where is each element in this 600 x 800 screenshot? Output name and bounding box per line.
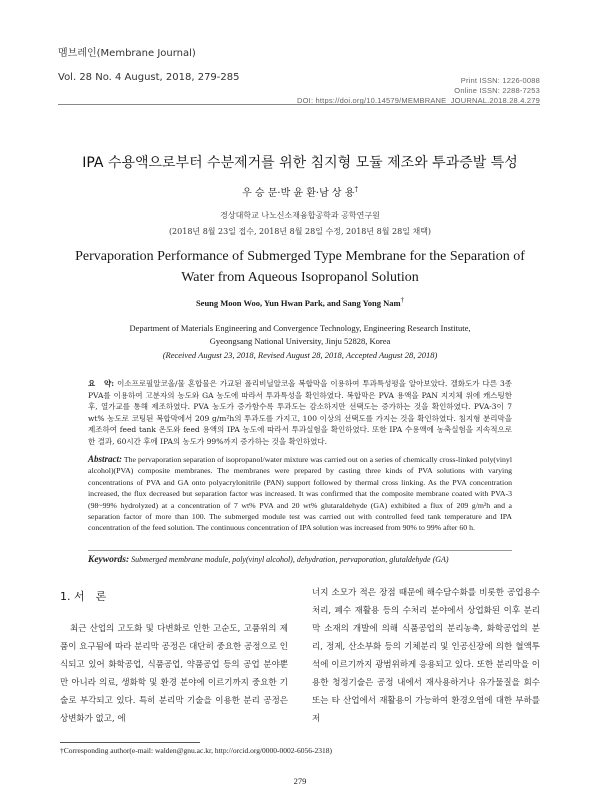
english-affiliation-line1: Department of Materials Engineering and Convergence Technology, Engineering Research Institute, [129,323,471,333]
body-column-right [312,584,540,728]
english-affiliation-line2: Gyeongsang National University, Jinju 52828, Korea [209,336,391,346]
english-title-line2: Water from Aqueous Isopropanol Solution [181,270,419,285]
english-authors [0,296,600,308]
journal-volume-line: Vol. 28 No. 4 August, 2018, 279-285 [58,72,240,83]
journal-name: 멤브레인(Membrane Journal) [58,48,196,59]
english-abstract-label: Abstract: [88,454,123,464]
english-title-line1: Pervaporation Performance of Submerged Type Membrane for the Separation of [75,249,525,264]
corresponding-mark: † [354,185,358,194]
korean-abstract [88,378,512,447]
english-title [60,246,540,288]
keywords-label: Keywords: [88,555,130,565]
korean-title: IPA 수용액으로부터 수분제거를 위한 침지형 모듈 제조와 투과증발 특성 [82,155,518,171]
korean-dates: (2018년 8월 23일 접수, 2018년 8월 28일 수정, 2018년 8월 28일 채택) [168,227,432,236]
footnote-divider [60,742,200,743]
korean-abstract-label: 요 약: [88,379,115,388]
print-issn: Print ISSN: 1226-0088 [460,76,540,85]
korean-affiliation: 경상대학교 나노신소재융합공학과 공학연구원 [220,211,380,220]
english-author-names: Seung Moon Woo, Yun Hwan Park, and Sang Yong Nam [195,297,401,308]
body-column-left [60,620,288,728]
header-divider [58,104,540,105]
english-dates: (Received August 23, 2018, Revised August 28, 2018, Accepted August 28, 2018) [162,350,438,360]
doi-link[interactable]: DOI: https://doi.org/10.14579/MEMBRANE_JOURNAL.2018.28.4.279 [297,96,540,105]
abstract-divider [88,550,512,551]
keywords [88,555,528,565]
corresponding-footnote: †Corresponding author(e-mail: walden@gnu.ac.kr, http://orcid.org/0000-0002-6056-2318) [60,746,333,755]
korean-authors [0,184,600,199]
korean-author-names: 우 승 문·박 윤 환·남 상 용 [242,188,355,199]
english-abstract-text: The pervaporation separation of isopropanol/water mixture was carried out on a series of chemically cross-linked poly(vinyl alcohol)(PVA) composite membranes. The membranes were prepared by casting three kinds of PVA solutions with varying concentrations of PVA and GA onto polyacrylonitrile (PAN) support followed by thermal cross linking. As the PVA concentration increased, the flux decreased but separation factor was increased. It was confirmed that the composite membrane coated with PVA-3 (98~99% hydrolyzed) at a concentration of 7 wt% PVA and 20 wt% glutaraldehyde (GA) exhibited a flux of 209 g/m²h and a separation factor of more than 100. The submerged module test was carried out with controlled feed tank temperature and IPA concentration of the feed solution. The continuous concentration of IPA solution was increased from 90% to 99% after 60 h. [88,455,512,533]
body-paragraph-right: 너지 소모가 적은 장점 때문에 해수담수화를 비롯한 공업용수 처리, 폐수 재활용 등의 수처리 분야에서 상업화된 이후 분리막 소재의 개발에 의해 식품공업의 분리농축, 화학공업의 분리, 정제, 산소부화 등의 기체분리 및 인공신장에 의한 혈액투석에 이르기까지 광범위하게 응용되고 있다. 또한 분리막을 이용한 청정기술은 공정 내에서 재사용하거나 유가물질을 회수 또는 타 산업에서 재활용이 가능하여 환경오염에 대한 부하를 저 [312,588,540,724]
keywords-text: Submerged membrane module, poly(vinyl alcohol), dehydration, pervaporation, glutaldehyde (GA) [131,555,449,564]
section-heading-introduction: 1. 서 론 [60,590,107,603]
english-affiliation [0,322,600,348]
online-issn: Online ISSN: 2288-7253 [454,86,540,95]
korean-abstract-text: 이소프로필알코올/물 혼합물은 가교된 폴리비닐알코올 복합막을 이용하여 투과특성평을 알아보았다. 겔화도가 다른 3종 PVA를 이용하여 고분자의 농도와 GA 농도에 따라서 투과특성을 확인하였다. 복합막은 PVA 용액을 PAN 지지체 위에 캐스팅한 후, 열가교를 통해 제조하였다. PVA 농도가 증가함수록 투과도는 감소하지만 선택도는 증가하는 것을 확인하였다. PVA-3이 7 wt% 농도로 코팅된 복합막에서 209 g/m²h의 투과도를 가지고, 100 이상의 선택도를 가지는 것을 확인하였다. 침지형 분리막을 제조하여 feed tank 온도와 feed 용액의 IPA 농도에 따라서 투과실험을 확인하였다. 또한 IPA 수용액에 농축실험을 지속적으로 한 결과, 60시간 후에 IPA의 농도가 99%까지 증가하는 것을 확인하였다. [88,379,512,446]
body-paragraph-left: 최근 산업의 고도화 및 다변화로 인한 고순도, 고품위의 제품이 요구됨에 따라 분리막 공정은 대단히 중요한 공정으로 인식되고 있어 화학공업, 식품공업, 약품공업 등의 공업 분야뿐만 아니라 의료, 생화학 및 환경 분야에 이르기까지 중요한 기술로 부각되고 있다. 특히 분리막 기술을 이용한 분리 공정은 상변화가 없고, 에 [60,624,288,724]
english-abstract [88,454,512,534]
english-corresponding-mark: † [400,296,405,304]
page-number: 279 [293,776,307,786]
